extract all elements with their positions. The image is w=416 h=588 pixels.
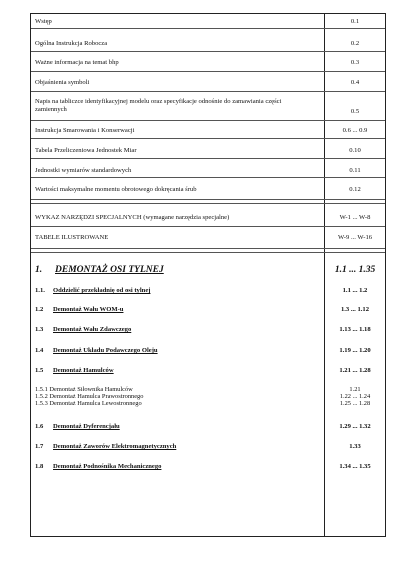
toc-entry-title: TABELE ILUSTROWANE [35, 234, 109, 241]
section-title: Demontaż Wału Zdawczego [53, 326, 132, 333]
chapter-number: 1. [35, 265, 43, 275]
toc-entry-page: 0.5 [350, 108, 360, 115]
section-pages: 1.13 ... 1.18 [339, 326, 371, 333]
toc-table [30, 13, 386, 537]
section-title: Demontaż Hamulców [53, 367, 114, 374]
toc-entry-title: Ważne informacja na temat bhp [35, 59, 119, 66]
section-number: 1.2 [35, 306, 44, 313]
chapter-pages: 1.1 ... 1.35 [334, 265, 376, 275]
chapter-title: DEMONTAŻ OSI TYLNEJ [55, 265, 164, 275]
toc-entry-title: Jednostki wymiarów standardowych [35, 167, 132, 174]
row-divider [31, 51, 385, 52]
section-number: 1.6 [35, 423, 44, 430]
toc-entry-title: Wstęp [35, 18, 52, 25]
section-number: 1.4 [35, 347, 44, 354]
section-title: Demontaż Wału WOM-u [53, 306, 124, 313]
section-title: Demontaż Podnośnika Mechanicznego [53, 463, 162, 470]
section-title: Oddzielić przekładnię od osi tylnej [53, 287, 151, 294]
section-title: Demontaż Zaworów Elektromagnetycznych [53, 443, 177, 450]
toc-entry-page: 0.3 [350, 59, 360, 66]
toc-entry-page: W-9 ... W-16 [337, 234, 373, 241]
section-number: 1.5 [35, 367, 44, 374]
row-divider [31, 252, 385, 253]
toc-entry-title: Objaśnienia symboli [35, 79, 90, 86]
section-pages: 1.34 ... 1.35 [339, 463, 371, 470]
row-divider [31, 177, 385, 178]
toc-entry-title: WYKAZ NARZĘDZI SPECJALNYCH (wymagane narzędzia specjalne) [35, 214, 230, 221]
section-pages: 1.3 ... 1.12 [340, 306, 370, 313]
toc-entry-page: 0.1 [350, 18, 360, 25]
section-pages: 1.19 ... 1.20 [339, 347, 371, 354]
subsection-pages: 1.22 ... 1.24 [339, 393, 371, 400]
toc-entry-page: 0.10 [349, 147, 361, 154]
toc-entry-page: 0.11 [349, 167, 361, 174]
toc-entry-page: W-1 ... W-8 [339, 214, 371, 221]
toc-entry-title: Tabela Przeliczeniowa Jednostek Miar [35, 147, 137, 154]
row-divider [31, 248, 385, 249]
section-number: 1.8 [35, 463, 44, 470]
subsection-title: 1.5.2 Demontaż Hamulca Prawostronnego [35, 393, 144, 400]
toc-entry-title: Napis na tabliczce identyfikacyjnej modelu oraz specyfikacje odnośnie do zamawiania części zamiennych [35, 98, 282, 113]
subsection-title: 1.5.3 Demontaż Hamulca Lewostronnego [35, 400, 142, 407]
toc-entry-page: 0.6 ... 0.9 [342, 127, 368, 134]
section-number: 1.1. [35, 287, 45, 294]
toc-entry-title: Ogólna Instrukcja Robocza [35, 40, 108, 47]
section-title: Demontaż Dyferencjału [53, 423, 120, 430]
row-divider [31, 158, 385, 159]
row-divider [31, 138, 385, 139]
section-number: 1.7 [35, 443, 44, 450]
toc-entry-title: Instrukcja Smarowania i Konserwacji [35, 127, 135, 134]
row-divider [31, 226, 385, 227]
row-divider [31, 199, 385, 200]
subsection-pages: 1.21 [349, 386, 361, 393]
subsection-title: 1.5.1 Demontaż Siłownika Hamulców [35, 386, 133, 393]
row-divider [31, 91, 385, 92]
section-number: 1.3 [35, 326, 44, 333]
section-pages: 1.33 [349, 443, 361, 450]
row-divider [31, 203, 385, 204]
section-title: Demontaż Układu Podawczego Oleju [53, 347, 158, 354]
row-divider [31, 71, 385, 72]
section-pages: 1.29 ... 1.32 [339, 423, 371, 430]
toc-entry-page: 0.12 [349, 186, 361, 193]
toc-entry-page: 0.4 [350, 79, 360, 86]
toc-entry-page: 0.2 [350, 40, 360, 47]
row-divider [31, 28, 385, 29]
subsection-pages: 1.25 ... 1.28 [339, 400, 371, 407]
row-divider [31, 120, 385, 121]
toc-entry-title: Wartości maksymalne momentu obrotowego dokręcania śrub [35, 186, 197, 193]
section-pages: 1.21 ... 1.28 [339, 367, 371, 374]
section-pages: 1.1 ... 1.2 [342, 287, 368, 294]
